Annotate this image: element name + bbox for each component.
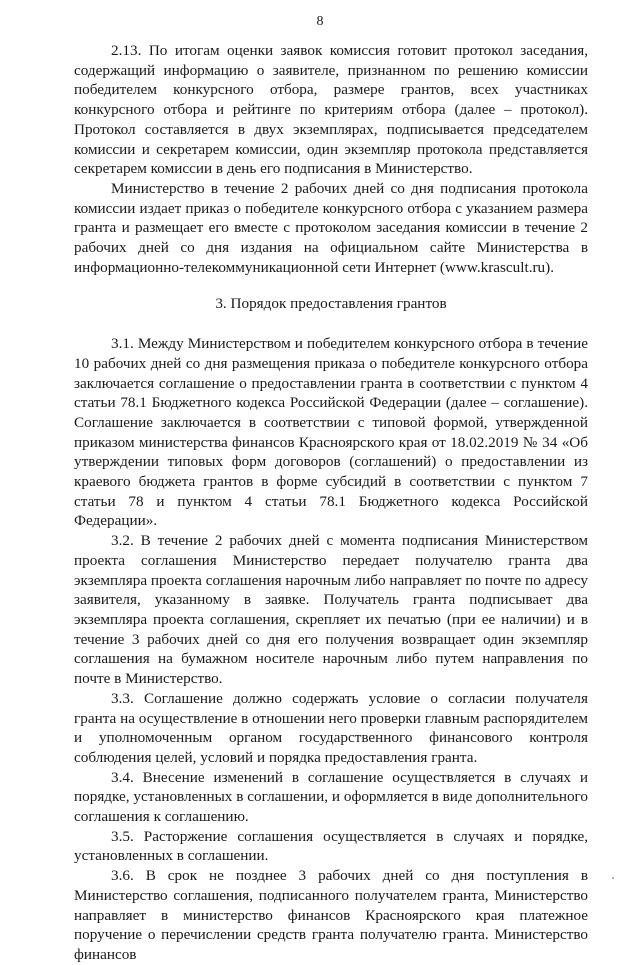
paragraph-3-6: 3.6. В срок не позднее 3 рабочих дней со дня поступления в Министерство соглашения, подписанного получателем гранта, Министерство направляет в министерство финансов Красноярского края платежное поручение о перечислении средств гранта получателю гранта. Министерство финансов (74, 867, 588, 963)
document-body (74, 41, 588, 965)
paragraph-3-1: 3.1. Между Министерством и победителем конкурсного отбора в течение 10 рабочих дней со дня размещения приказа о победителе конкурсного отбора заключается соглашение о предоставлении гранта в соответствии с пунктом 4 статьи 78.1 Бюджетного кодекса Российской Федерации (далее – соглашение). Соглашение заключается в соответствии с типовой формой, утвержденной приказом министерства финансов Красноярского края от 18.02.2019 № 34 «Об утверждении типовых форм договоров (соглашений) о предоставлении из краевого бюджета грантов в форме субсидий в соответствии с пунктом 7 статьи 78 и пунктом 4 статьи 78.1 Бюджетного кодекса Российской Федерации». (74, 335, 588, 530)
paragraph-3-2: 3.2. В течение 2 рабочих дней с момента подписания Министерством проекта соглашения Министерство передает получателю гранта два экземпляра проекта соглашения нарочным либо направляет по почте по адресу заявителя, указанному в заявке. Получатель гранта подписывает два экземпляра проекта соглашения, скрепляет их печатью (при ее наличии) и в течение 3 рабочих дней со дня его получения возвращает один экземпляр соглашения на бумажном носителе нарочным либо путем направления по почте в Министерство. (74, 532, 588, 688)
paragraph-ministry-order: Министерство в течение 2 рабочих дней со дня подписания протокола комиссии издает приказ о победителе конкурсного отбора с указанием размера гранта и размещает его вместе с протоколом заседания комиссии в течение 2 рабочих дней со дня издания на официальном сайте Министерства в информационно-телекоммуникационной сети Интернет (www.krascult.ru). (74, 179, 588, 276)
paragraph-3-3: 3.3. Соглашение должно содержать условие о согласии получателя гранта на осуществление в отношении него проверки главным распорядителем и уполномоченным органом государственного финансового контроля соблюдения целей, условий и порядка предоставления гранта. (74, 689, 588, 766)
paragraph-3-5: 3.5. Расторжение соглашения осуществляется в случаях и порядке, установленных в соглашении. (74, 827, 588, 865)
scan-speck (612, 877, 614, 879)
section-heading: 3. Порядок предоставления грантов (215, 295, 447, 313)
paragraph-2-13: 2.13. По итогам оценки заявок комиссия готовит протокол заседания, содержащий информацию о заявителе, признанном по решению комиссии победителем конкурсного отбора, размере грантов, всех участниках конкурсного отбора и рейтинге по критериям отбора (далее – протокол). Протокол составляется в двух экземплярах, подписывается председателем комиссии и секретарем комиссии, один экземпляр протокола представляется секретарем комиссии в день его подписания в Министерство. (74, 42, 588, 178)
paragraph-3-4: 3.4. Внесение изменений в соглашение осуществляется в случаях и порядке, установленных в соглашении, и оформляется в виде дополнительного соглашения к соглашению. (74, 768, 588, 826)
page-number: 8 (316, 14, 324, 29)
